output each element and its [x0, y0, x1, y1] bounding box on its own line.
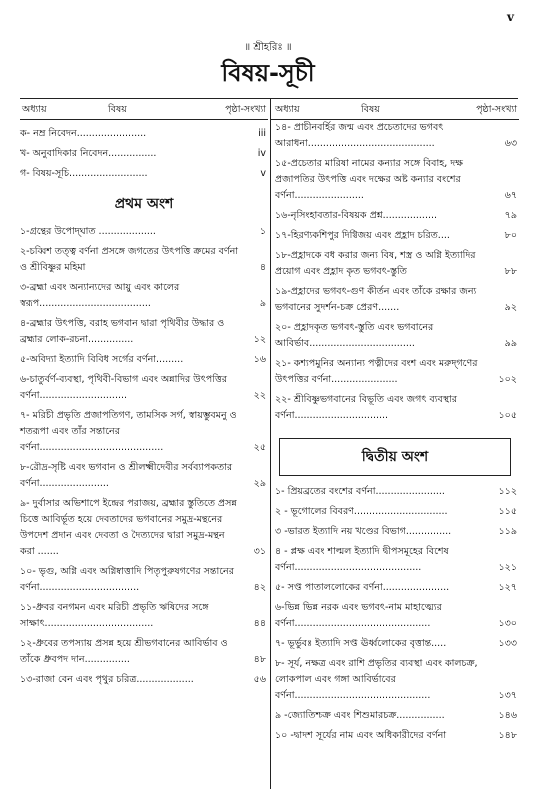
toc-entry-page: ১২৭ — [498, 582, 517, 593]
toc-entry-title: ৫-অবিদ্যা ইত্যাদি বিবিধ সর্গের বর্ণনা......... — [20, 354, 184, 365]
page-number: v — [507, 10, 514, 24]
toc-entry-title: ১০ -দ্বাদশ সূর্যের নাম এবং অধিকারীদের বর্ণনা — [275, 730, 447, 741]
header-chapter: অধ্যায় — [275, 104, 300, 115]
toc-entry — [275, 600, 519, 632]
contents-table — [20, 98, 518, 789]
toc-entry-page: ৬৭ — [504, 190, 517, 201]
toc-entry-title: ৮-রৌদ্র-সৃষ্টি এবং ভগবান ও শ্রীলক্ষ্মীদেবীর সর্বব্যাপকতার বর্ণনা....................... — [20, 462, 233, 489]
toc-entry-title: খ- অনুবাদিকার নিবেদন................ — [20, 148, 157, 159]
toc-entry — [20, 372, 268, 404]
toc-entry-title: ২০- প্রহ্লাদকৃত ভগবৎ-স্তুতি এবং ভগবানের আবির্ভাব................................... — [275, 322, 434, 349]
toc-entry — [20, 672, 268, 688]
page-title: বিষয়-সূচী — [221, 59, 315, 87]
toc-entry-page: ১৪৮ — [498, 730, 517, 741]
toc-entry-page: ২৫ — [253, 442, 266, 453]
toc-entry — [275, 356, 519, 388]
toc-entry-title: ১২-ধ্রুবের তপস্যায় প্রসন্ন হয়ে শ্রীভগবানের আবির্ভাব ও তাঁকে ধ্রুবপদ দান............... — [20, 638, 228, 665]
toc-entry-title: ১৯-প্রহ্লাদের ভগবৎ-গুণ কীর্তন এবং তাঁকে রক্ষার জন্য ভগবানের সুদর্শন-চক্র প্রেরণ....... — [275, 286, 477, 313]
toc-entry-page: ১৩০ — [498, 618, 517, 629]
header-page: পৃষ্ঠা-সংখ্যা — [476, 104, 517, 115]
toc-entry-page: ৫৬ — [253, 674, 266, 685]
header-page: পৃষ্ঠা-সংখ্যা — [225, 104, 266, 115]
toc-entry — [20, 166, 268, 182]
toc-entry — [275, 248, 519, 280]
toc-entry-page: ৭৯ — [504, 210, 517, 221]
invocation: ॥ শ্রীহরিঃ ॥ — [244, 42, 292, 53]
toc-entry — [20, 352, 268, 368]
left-column — [20, 99, 268, 789]
toc-entry-page: ৪৮ — [253, 654, 266, 665]
toc-entry — [20, 496, 268, 560]
toc-entry — [275, 656, 519, 704]
toc-entry-page: iv — [257, 148, 266, 159]
toc-entry-page: ১৬ — [253, 354, 266, 365]
toc-entry — [275, 580, 519, 596]
toc-entry — [20, 600, 268, 632]
toc-entry-page: ১২১ — [498, 562, 517, 573]
toc-entry-title: ক- নম্র নিবেদন....................... — [20, 128, 147, 139]
toc-entry-title: ৫- সপ্ত পাতাললোকের বর্ণনা...................... — [275, 582, 450, 593]
toc-entry-title: ১- প্রিয়ব্রতের বংশের বর্ণনা....................... — [275, 486, 445, 497]
toc-entry-title: ৭- ভূর্ভুবঃ ইত্যাদি সপ্ত ঊর্ধ্বলোকের বৃত্তান্ত..... — [275, 638, 447, 649]
toc-entry-page: ১০৫ — [498, 410, 517, 421]
toc-entry-page: ৪৪ — [253, 618, 266, 629]
part2-heading: দ্বিতীয় অংশ — [361, 449, 429, 465]
toc-entry-title: ১১-ধ্রুবর বনগমন এবং মরিচী প্রভৃতি ঋষিদের সঙ্গে সাক্ষাৎ.................................... — [20, 602, 209, 629]
toc-entry-page: ১১৯ — [498, 526, 517, 537]
toc-entry-page: ৪ — [259, 262, 266, 273]
toc-entry-page: ১৩৭ — [498, 690, 517, 701]
toc-entry — [275, 156, 519, 204]
toc-entry-title: ৮- সূর্য, নক্ষত্র এবং রাশি প্রভৃতির ব্যবস্থা এবং কালচক্র, লোকপাল এবং গঙ্গা আবির্ভাবের বর্ণনা............................................. — [275, 658, 478, 701]
intro-list — [20, 120, 268, 182]
right-column — [270, 99, 519, 789]
toc-entry-title: ১৪- প্রাচীনবর্হির জন্ম এবং প্রচেতাদের ভগবৎ আরাধনা.......................................... — [275, 122, 444, 149]
left-header — [20, 99, 268, 120]
toc-entry-page: ১ — [259, 226, 266, 237]
toc-entry-title: ৯- দুর্বাসার অভিশাপে ইন্দ্রের পরাজয়, ব্রহ্মার স্তুতিতে প্রসন্ন চিত্তে আবির্ভূত হয়ে দেবতাদের ভগবানের সমুদ্র-মন্থনের উপদেশ প্রদান এবং দেবতা ও দৈত্যদের দ্বারা সমুদ্র-মন্থন করা ....... — [20, 498, 237, 557]
toc-entry — [275, 544, 519, 576]
toc-entry-page: ৬৩ — [504, 138, 517, 149]
toc-entry-title: ১-গ্রন্থের উপোদ্‌ঘাত ................... — [20, 226, 156, 237]
toc-entry-page: ৩১ — [253, 546, 266, 557]
toc-entry-page: ১৩৩ — [498, 638, 517, 649]
toc-entry-page: ৮৮ — [504, 266, 517, 277]
toc-entry-title: ১৭-হিরণ্যকশিপুর দিগ্বিজয় এবং প্রহ্লাদ চরিত.... — [275, 230, 450, 241]
right-header — [271, 99, 519, 120]
toc-entry-title: ৬-ভিন্ন ভিন্ন নরক এবং ভগবৎ-নাম মাহাত্ম্যের বর্ণনা............................................. — [275, 602, 442, 629]
toc-entry — [20, 224, 268, 240]
part2-heading-box — [279, 438, 511, 476]
toc-entry — [20, 636, 268, 668]
toc-entry — [275, 504, 519, 520]
toc-entry-title: ৬-চাতুর্বর্ণ-ব্যবস্থা, পৃথিবী-বিভাগ এবং অন্নাদির উৎপত্তির বর্ণনা............................. — [20, 374, 227, 401]
toc-entry-page: ৮০ — [504, 230, 517, 241]
toc-entry-title: ১৬-নৃসিংহাবতার-বিষয়ক প্রশ্ন.................. — [275, 210, 438, 221]
toc-entry-page: v — [260, 168, 266, 179]
toc-entry — [275, 284, 519, 316]
toc-entry — [20, 126, 268, 142]
toc-entry-page: ২৯ — [253, 478, 266, 489]
toc-entry-title: ৪ - প্লক্ষ এবং শাল্মল ইত্যাদি দ্বীপসমূহের বিশেষ বর্ণনা.......................................... — [275, 546, 449, 573]
toc-entry — [20, 408, 268, 456]
toc-entry — [20, 280, 268, 312]
toc-entry-title: ৪-ব্রহ্মার উৎপত্তি, বরাহ ভগবান দ্বারা পৃথিবীর উদ্ধার ও ব্রহ্মার লোক-রচনা............... — [20, 318, 225, 345]
toc-entry-page: ৯৯ — [504, 338, 517, 349]
toc-entry-page: ১১২ — [498, 486, 517, 497]
header-chapter: অধ্যায় — [22, 104, 47, 115]
part1-list — [20, 224, 268, 688]
toc-entry-title: ২২- শ্রীবিষ্ণুভগবানের বিভূতি এবং জগৎ ব্যবস্থার বর্ণনা............................... — [275, 394, 458, 421]
toc-entry — [20, 316, 268, 348]
toc-entry-page: ৪২ — [253, 582, 266, 593]
toc-entry-page: ১২ — [253, 334, 266, 345]
toc-entry-page: ৯২ — [504, 302, 517, 313]
part1-continued-list — [271, 120, 519, 424]
toc-entry — [275, 392, 519, 424]
toc-entry — [275, 708, 519, 724]
toc-entry-title: ৩ -ভারত ইত্যাদি নয় খণ্ডের বিভাগ............... — [275, 526, 452, 537]
toc-entry — [20, 564, 268, 596]
toc-entry — [20, 244, 268, 276]
toc-entry-page: ১৪৬ — [498, 710, 517, 721]
header-topic: বিষয় — [361, 104, 380, 115]
toc-entry — [275, 484, 519, 500]
toc-entry — [275, 524, 519, 540]
toc-entry-title: ১৮-প্রহ্লাদকে বধ করার জন্য বিষ, শস্ত্র ও অগ্নি ইত্যাদির প্রয়োগ এবং প্রহ্লাদ কৃত ভগবৎ-স্তুতি — [275, 250, 476, 277]
toc-entry — [20, 146, 268, 162]
toc-entry-title: ১০- ভৃগু, অগ্নি এবং অগ্নিষ্বাত্তাদি পিতৃপুরুষগণের সন্তানের বর্ণনা................................. — [20, 566, 234, 593]
toc-entry-page: ৯ — [259, 298, 266, 309]
toc-entry-page: ১১৫ — [498, 506, 517, 517]
toc-entry-title: ২ - ভূগোলের বিবরণ............................... — [275, 506, 448, 517]
header-topic: বিষয় — [108, 104, 127, 115]
toc-entry-title: ৯ -জ্যোতিশ্চক্র এবং শিশুমারচক্র................ — [275, 710, 445, 721]
toc-entry — [275, 728, 519, 744]
toc-entry-title: ১৫-প্রচেতার মারিষা নামের কন্যার সঙ্গে বিবাহ, দক্ষ প্রজাপতির উৎপত্তি এবং দক্ষের অষ্ট কন্যার বংশের বর্ণনা....................... — [275, 158, 463, 201]
toc-entry-title: ৩-ব্রহ্মা এবং অন্যান্যদের আয়ু এবং কালের স্বরূপ..................................... — [20, 282, 180, 309]
toc-entry — [20, 460, 268, 492]
toc-entry-title: ২১- কশ্যপমুনির অন্যান্য পত্নীদের বংশ এবং মরুদ্‌গণের উৎপত্তির বর্ণনা...................... — [275, 358, 478, 385]
toc-entry — [275, 208, 519, 224]
toc-entry — [275, 228, 519, 244]
toc-entry-title: গ- বিষয়-সূচি.......................... — [20, 168, 148, 179]
toc-entry — [275, 120, 519, 152]
toc-entry — [275, 320, 519, 352]
toc-entry-page: iii — [258, 128, 266, 139]
toc-entry-title: ৭- মরিচী প্রভৃতি প্রজাপতিগণ, তামসিক সর্গ, স্বায়ম্ভুবমনু ও শতরূপা এবং তাঁর সন্তানের বর্ণনা......................................... — [20, 410, 237, 453]
toc-entry — [275, 636, 519, 652]
toc-entry-title: ১৩-রাজা বেন এবং পৃথুর চরিত্র................... — [20, 674, 194, 685]
toc-entry-page: ১০২ — [498, 374, 517, 385]
part1-heading: প্রথম অংশ — [114, 196, 174, 212]
part2-list — [271, 484, 519, 744]
toc-entry-title: ২-চব্বিশ তত্ত্ব বর্ণনা প্রসঙ্গে জগতের উৎপত্তি ক্রমের বর্ণনা ও শ্রীবিষ্ণুর মহিমা — [20, 246, 239, 273]
toc-entry-page: ২২ — [253, 390, 266, 401]
